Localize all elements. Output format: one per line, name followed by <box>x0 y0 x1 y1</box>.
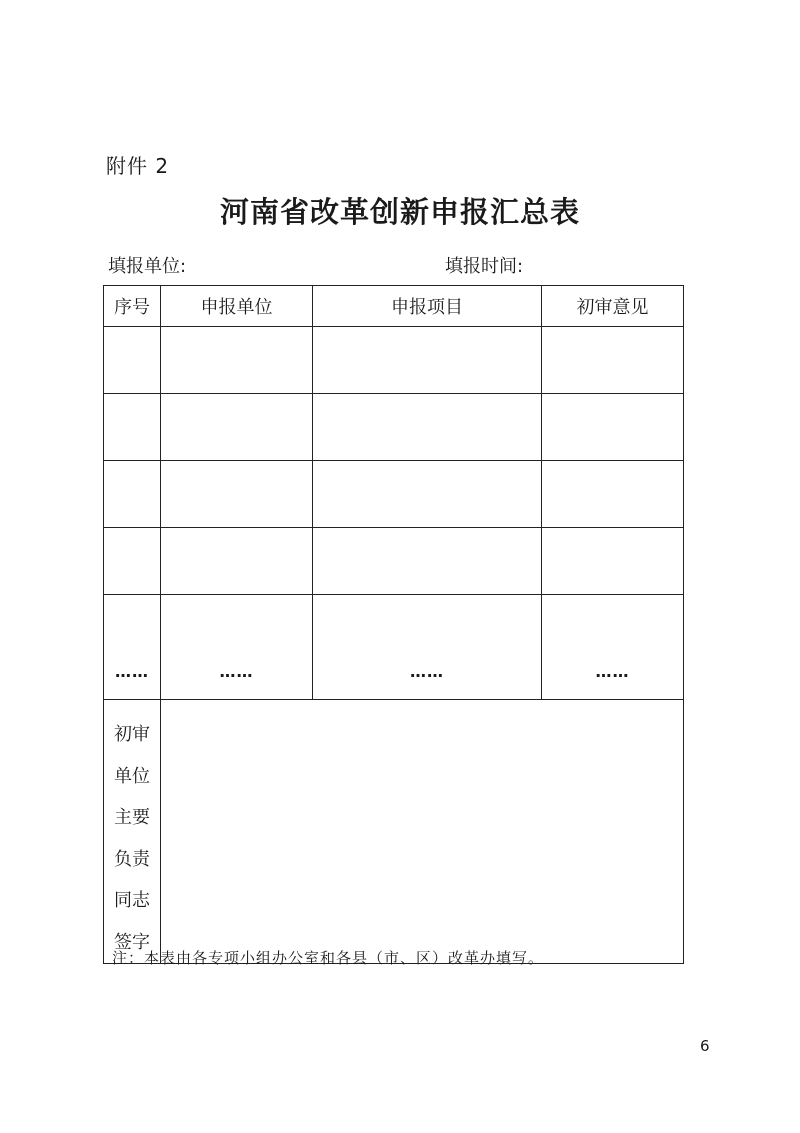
cell-unit[interactable] <box>161 327 313 394</box>
cell-unit[interactable] <box>161 528 313 595</box>
footnote: 注：本表由各专项小组办公室和各县（市、区）改革办填写。 <box>112 949 545 967</box>
ellipsis-serial: …… <box>104 595 161 700</box>
signature-label <box>104 700 161 964</box>
header-opinion: 初审意见 <box>542 286 684 327</box>
cell-opinion[interactable] <box>542 461 684 528</box>
signature-row <box>104 700 684 964</box>
ellipsis-unit: …… <box>161 595 313 700</box>
signature-label-line: 主要 <box>114 807 150 828</box>
ellipsis-opinion: …… <box>542 595 684 700</box>
cell-serial[interactable] <box>104 461 161 528</box>
page-number: 6 <box>700 1037 710 1055</box>
cell-serial[interactable] <box>104 327 161 394</box>
table-row <box>104 394 684 461</box>
summary-table <box>103 285 684 964</box>
cell-project[interactable] <box>313 461 542 528</box>
table-header-row <box>104 286 684 327</box>
cell-project[interactable] <box>313 394 542 461</box>
document-title: 河南省改革创新申报汇总表 <box>219 195 580 229</box>
attachment-label: 附件 2 <box>106 154 170 178</box>
cell-unit[interactable] <box>161 394 313 461</box>
header-unit: 申报单位 <box>161 286 313 327</box>
ellipsis-project: …… <box>313 595 542 700</box>
cell-project[interactable] <box>313 327 542 394</box>
fill-time-label: 填报时间: <box>445 256 524 277</box>
signature-label-line: 负责 <box>114 848 150 870</box>
table-row <box>104 327 684 394</box>
table-row <box>104 461 684 528</box>
fill-unit-label: 填报单位: <box>108 256 187 277</box>
signature-label-line: 单位 <box>114 765 150 787</box>
signature-label-line: 初审 <box>114 724 150 745</box>
signature-area[interactable] <box>161 700 684 964</box>
signature-label-line: 同志 <box>114 890 150 911</box>
cell-project[interactable] <box>313 528 542 595</box>
header-serial: 序号 <box>104 286 161 327</box>
header-project: 申报项目 <box>313 286 542 327</box>
cell-opinion[interactable] <box>542 327 684 394</box>
cell-opinion[interactable] <box>542 528 684 595</box>
cell-serial[interactable] <box>104 528 161 595</box>
table-row-ellipsis <box>104 595 684 700</box>
cell-serial[interactable] <box>104 394 161 461</box>
table-row <box>104 528 684 595</box>
signature-label-line: 签字 <box>114 931 150 953</box>
cell-unit[interactable] <box>161 461 313 528</box>
cell-opinion[interactable] <box>542 394 684 461</box>
